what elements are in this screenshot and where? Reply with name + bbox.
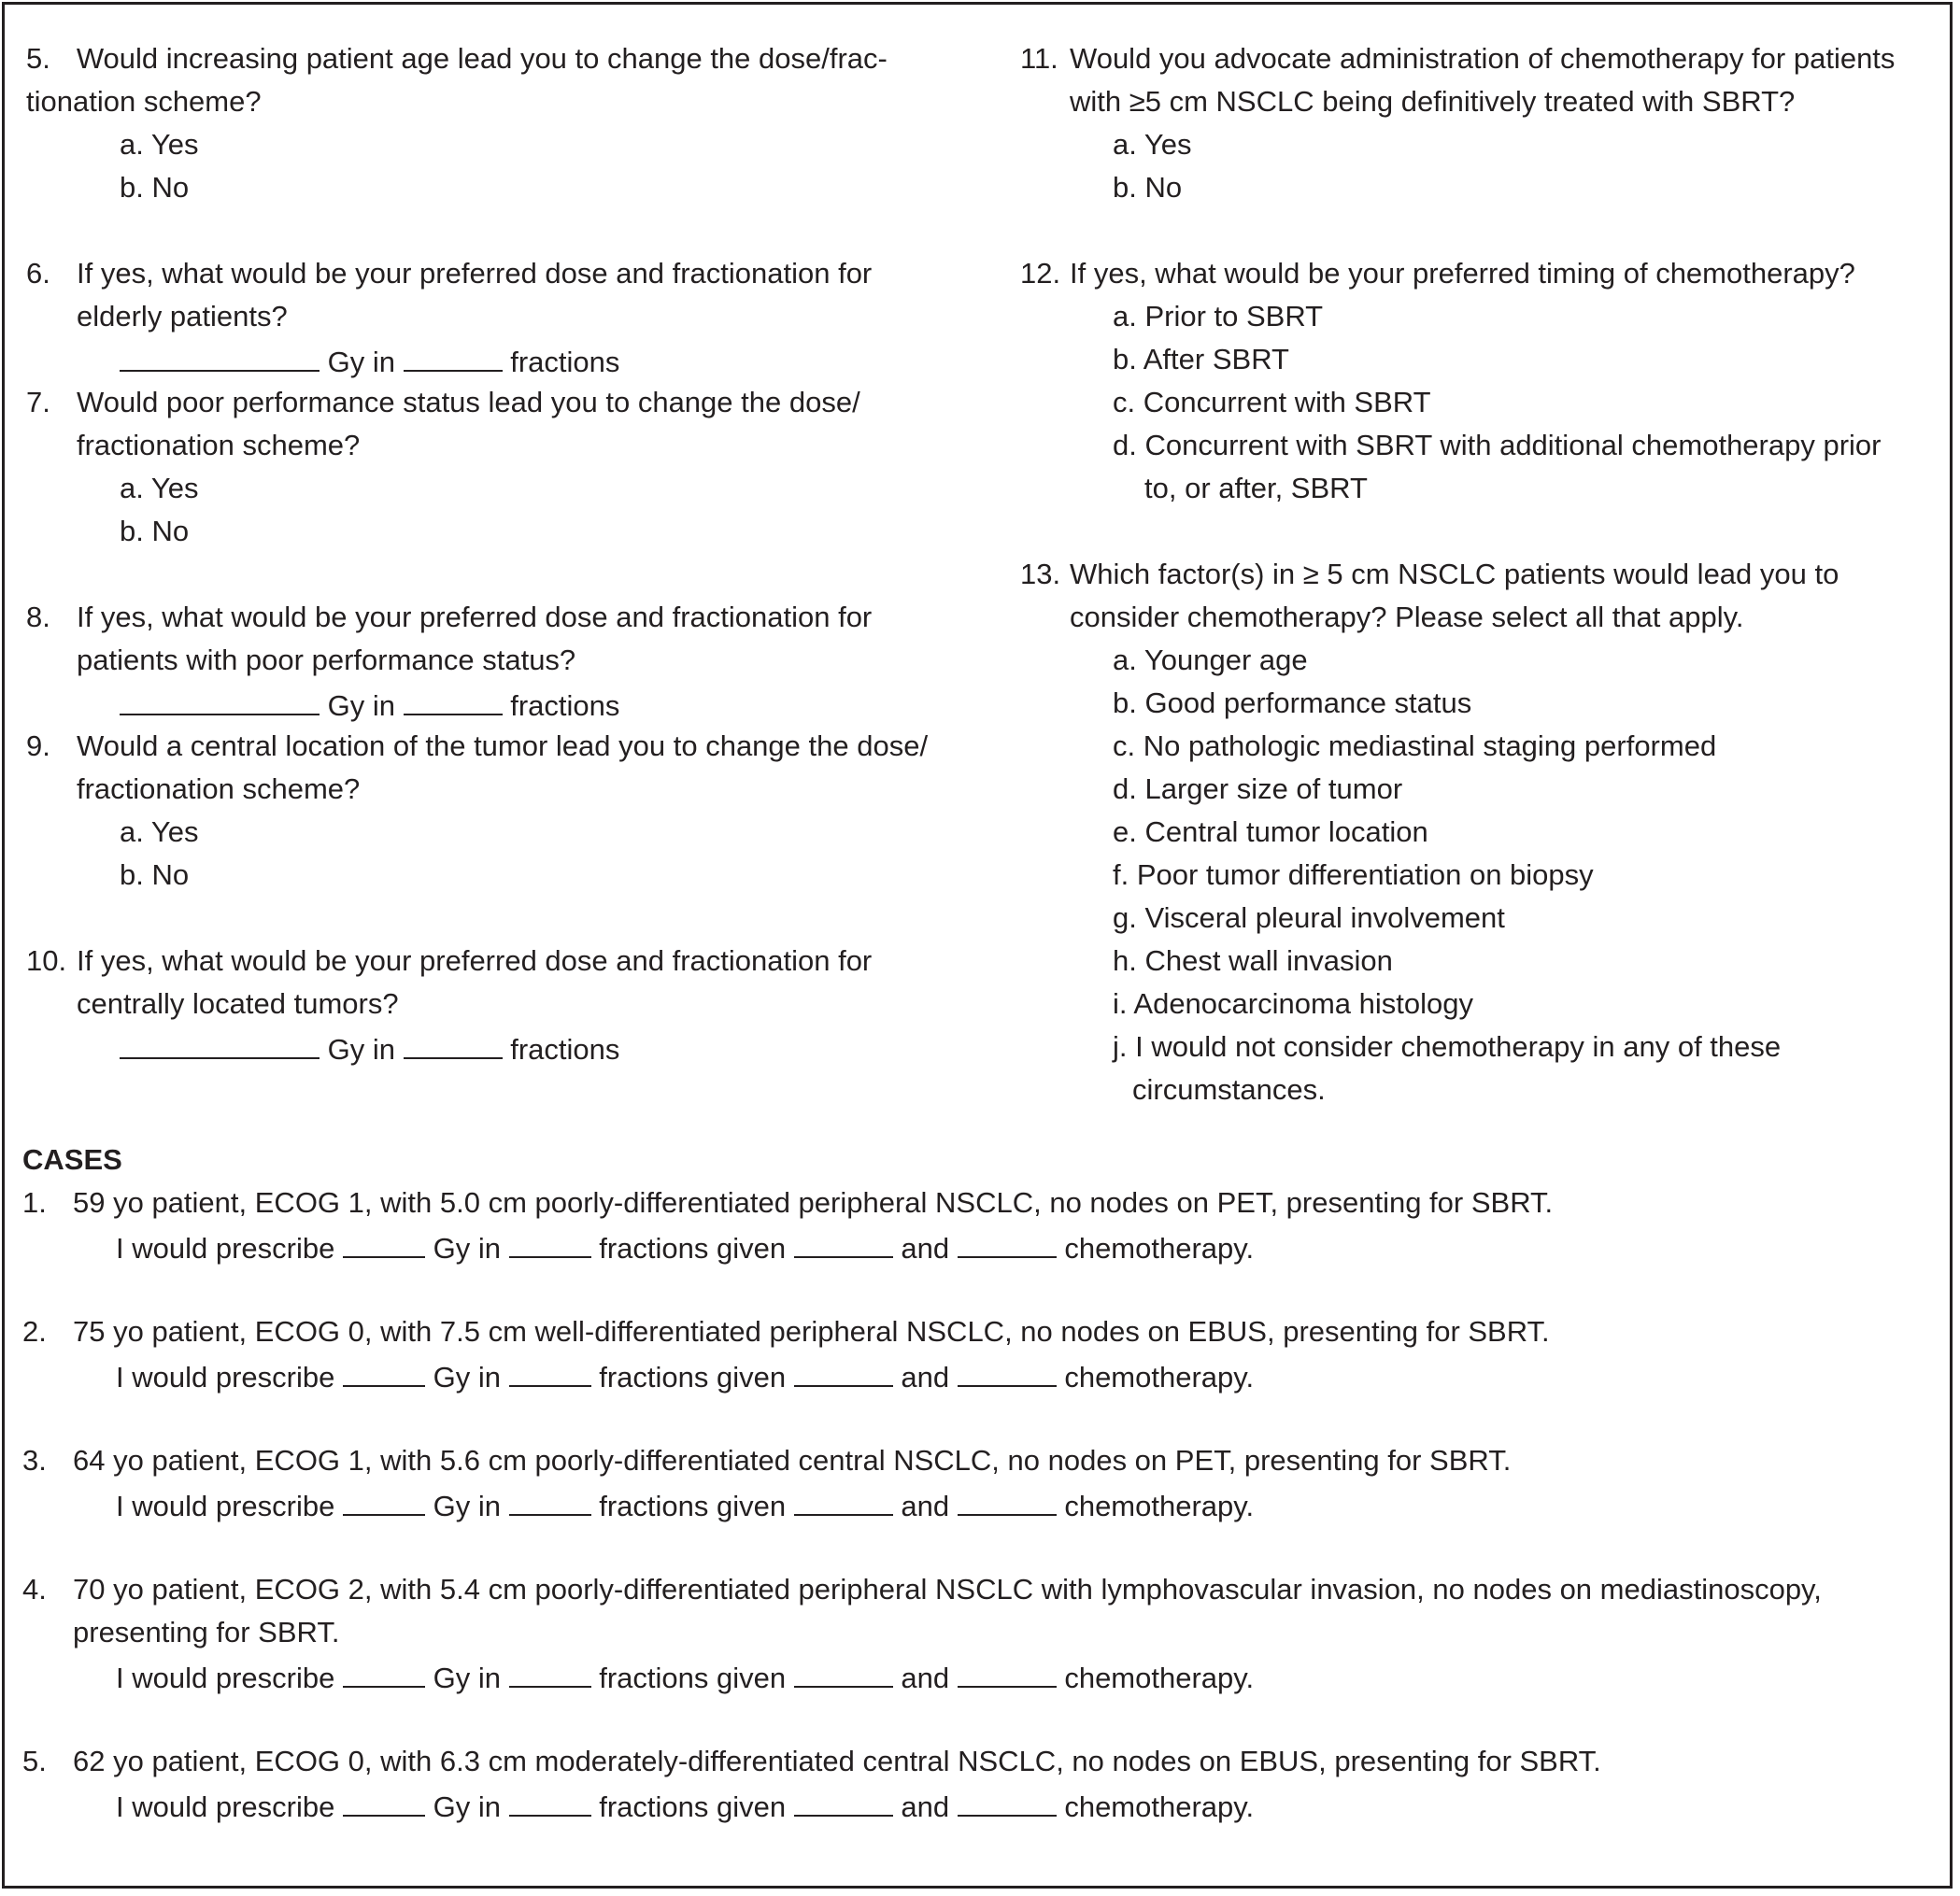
chemo-blank-1[interactable]	[794, 1353, 893, 1387]
question-11-number: 11.	[1020, 42, 1058, 75]
question-11-line1: Would you advocate administration of chemotherapy for patients	[1070, 42, 1896, 75]
factor-option[interactable]: d. Larger size of tumor	[1113, 772, 1403, 805]
case-5-text: 62 yo patient, ECOG 0, with 6.3 cm moderately-differentiated central NSCLC, no nodes on EBUS, presenting for SBRT.	[73, 1745, 1601, 1777]
prescribe-label: I would prescribe	[116, 1790, 335, 1823]
question-8-line2: patients with poor performance status?	[77, 644, 576, 676]
dose-blank[interactable]	[120, 338, 320, 372]
option-yes[interactable]: a. Yes	[120, 815, 199, 848]
prescription-row	[116, 1353, 1254, 1399]
gy-in-label: Gy in	[433, 1790, 501, 1823]
prescribe-label: I would prescribe	[116, 1662, 335, 1694]
chemo-blank-2[interactable]	[958, 1654, 1057, 1688]
question-12-line1: If yes, what would be your preferred timing of chemotherapy?	[1070, 257, 1855, 290]
option-after-sbrt[interactable]: b. After SBRT	[1113, 343, 1289, 375]
case-3-text: 64 yo patient, ECOG 1, with 5.6 cm poorly-differentiated central NSCLC, no nodes on PET, presenting for SBRT.	[73, 1444, 1512, 1477]
fractions-blank[interactable]	[509, 1654, 591, 1688]
gy-in-label: Gy in	[327, 689, 395, 722]
question-5-line2: tionation scheme?	[26, 85, 262, 118]
option-yes[interactable]: a. Yes	[120, 128, 199, 161]
and-label: and	[901, 1232, 950, 1265]
dose-blank[interactable]	[343, 1654, 425, 1688]
fractions-blank[interactable]	[404, 338, 503, 372]
case-1-number: 1.	[22, 1186, 47, 1219]
case-5-number: 5.	[22, 1745, 47, 1777]
prescribe-label: I would prescribe	[116, 1490, 335, 1522]
question-13-line1: Which factor(s) in ≥ 5 cm NSCLC patients would lead you to	[1070, 558, 1839, 590]
chemotherapy-label: chemotherapy.	[1064, 1361, 1255, 1394]
question-text: Would increasing patient age lead you to change the dose/frac-	[76, 42, 888, 75]
chemo-blank-1[interactable]	[794, 1783, 893, 1817]
question-6-line1: If yes, what would be your preferred dose and fractionation for	[77, 257, 873, 290]
fractions-given-label: fractions given	[599, 1361, 787, 1394]
option-no[interactable]: b. No	[1113, 171, 1183, 204]
fractions-label: fractions	[510, 1033, 620, 1066]
fractions-label: fractions	[510, 689, 620, 722]
fractions-label: fractions	[510, 346, 620, 378]
cases-heading: CASES	[22, 1143, 122, 1176]
question-number: 5.	[26, 42, 50, 75]
chemo-blank-1[interactable]	[794, 1224, 893, 1258]
question-9-line2: fractionation scheme?	[77, 772, 361, 805]
dose-blank[interactable]	[120, 1026, 320, 1059]
chemo-blank-2[interactable]	[958, 1482, 1057, 1516]
question-7-line1: Would poor performance status lead you to change the dose/	[77, 386, 860, 418]
prescribe-label: I would prescribe	[116, 1232, 335, 1265]
dose-blank[interactable]	[343, 1482, 425, 1516]
question-13-line2: consider chemotherapy? Please select all that apply.	[1070, 601, 1744, 633]
prescription-row	[116, 1224, 1254, 1270]
fractions-given-label: fractions given	[599, 1232, 787, 1265]
question-8-number: 8.	[26, 601, 50, 633]
question-13-number: 13.	[1020, 558, 1061, 590]
prescription-row	[116, 1783, 1254, 1829]
prescription-row	[116, 1482, 1254, 1528]
case-1-text: 59 yo patient, ECOG 1, with 5.0 cm poorly-differentiated peripheral NSCLC, no nodes on PET, presenting for SBRT.	[73, 1186, 1554, 1219]
question-7-line2: fractionation scheme?	[77, 429, 361, 461]
case-4-text: 70 yo patient, ECOG 2, with 5.4 cm poorly-differentiated peripheral NSCLC with lymphovascular invasion, no nodes on mediastinoscopy,	[73, 1573, 1822, 1606]
option-concurrent-additional-cont: to, or after, SBRT	[1144, 472, 1368, 504]
case-2-number: 2.	[22, 1315, 47, 1348]
option-no[interactable]: b. No	[120, 171, 190, 204]
and-label: and	[901, 1490, 950, 1522]
and-label: and	[901, 1361, 950, 1394]
gy-in-label: Gy in	[433, 1490, 501, 1522]
and-label: and	[901, 1790, 950, 1823]
dose-fraction-row	[120, 1026, 619, 1071]
fractions-given-label: fractions given	[599, 1490, 787, 1522]
gy-in-label: Gy in	[433, 1361, 501, 1394]
factor-option[interactable]: b. Good performance status	[1113, 686, 1472, 719]
chemo-blank-2[interactable]	[958, 1353, 1057, 1387]
factor-option-cont: circumstances.	[1132, 1073, 1326, 1106]
question-9-line1: Would a central location of the tumor lead you to change the dose/	[77, 729, 929, 762]
question-6-number: 6.	[26, 257, 50, 290]
dose-blank[interactable]	[343, 1783, 425, 1817]
fractions-given-label: fractions given	[599, 1790, 787, 1823]
chemotherapy-label: chemotherapy.	[1064, 1232, 1255, 1265]
question-11-line2: with ≥5 cm NSCLC being definitively treated with SBRT?	[1070, 85, 1796, 118]
dose-blank[interactable]	[120, 682, 320, 715]
dose-blank[interactable]	[343, 1353, 425, 1387]
question-10-line2: centrally located tumors?	[77, 987, 399, 1020]
fractions-blank[interactable]	[509, 1353, 591, 1387]
fractions-blank[interactable]	[404, 1026, 503, 1059]
question-10-line1: If yes, what would be your preferred dose and fractionation for	[77, 944, 873, 977]
factor-option[interactable]: a. Younger age	[1113, 644, 1308, 676]
question-12-number: 12.	[1020, 257, 1061, 290]
gy-in-label: Gy in	[433, 1662, 501, 1694]
dose-blank[interactable]	[343, 1224, 425, 1258]
fractions-blank[interactable]	[509, 1783, 591, 1817]
option-concurrent-additional[interactable]: d. Concurrent with SBRT with additional chemotherapy prior	[1113, 429, 1882, 461]
fractions-given-label: fractions given	[599, 1662, 787, 1694]
factor-option[interactable]: i. Adenocarcinoma histology	[1113, 987, 1474, 1020]
factor-option[interactable]: f. Poor tumor differentiation on biopsy	[1113, 858, 1594, 891]
factor-option[interactable]: j. I would not consider chemotherapy in any of these	[1113, 1030, 1782, 1063]
chemotherapy-label: chemotherapy.	[1064, 1662, 1255, 1694]
gy-in-label: Gy in	[327, 1033, 395, 1066]
prescription-row	[116, 1654, 1254, 1700]
prescribe-label: I would prescribe	[116, 1361, 335, 1394]
option-no[interactable]: b. No	[120, 515, 190, 547]
case-2-text: 75 yo patient, ECOG 0, with 7.5 cm well-differentiated peripheral NSCLC, no nodes on EBUS, presenting for SBRT.	[73, 1315, 1550, 1348]
fractions-blank[interactable]	[509, 1482, 591, 1516]
case-4-number: 4.	[22, 1573, 47, 1606]
option-yes[interactable]: a. Yes	[1113, 128, 1192, 161]
question-7-number: 7.	[26, 386, 50, 418]
factor-option[interactable]: g. Visceral pleural involvement	[1113, 901, 1505, 934]
question-9-number: 9.	[26, 729, 50, 762]
factor-option[interactable]: e. Central tumor location	[1113, 815, 1428, 848]
fractions-blank[interactable]	[404, 682, 503, 715]
question-10-number: 10.	[26, 944, 67, 977]
factor-option[interactable]: h. Chest wall invasion	[1113, 944, 1393, 977]
dose-fraction-row	[120, 338, 619, 384]
gy-in-label: Gy in	[433, 1232, 501, 1265]
chemo-blank-2[interactable]	[958, 1783, 1057, 1817]
chemo-blank-2[interactable]	[958, 1224, 1057, 1258]
chemotherapy-label: chemotherapy.	[1064, 1490, 1255, 1522]
and-label: and	[901, 1662, 950, 1694]
chemo-blank-1[interactable]	[794, 1482, 893, 1516]
option-no[interactable]: b. No	[120, 858, 190, 891]
question-6-line2: elderly patients?	[77, 300, 288, 333]
fractions-blank[interactable]	[509, 1224, 591, 1258]
question-5-line1	[26, 37, 888, 80]
gy-in-label: Gy in	[327, 346, 395, 378]
factor-option[interactable]: c. No pathologic mediastinal staging performed	[1113, 729, 1717, 762]
question-8-line1: If yes, what would be your preferred dose and fractionation for	[77, 601, 873, 633]
dose-fraction-row	[120, 682, 619, 728]
chemotherapy-label: chemotherapy.	[1064, 1790, 1255, 1823]
option-prior-to-sbrt[interactable]: a. Prior to SBRT	[1113, 300, 1324, 333]
case-4-text-cont: presenting for SBRT.	[73, 1616, 340, 1648]
option-yes[interactable]: a. Yes	[120, 472, 199, 504]
chemo-blank-1[interactable]	[794, 1654, 893, 1688]
case-3-number: 3.	[22, 1444, 47, 1477]
option-concurrent-sbrt[interactable]: c. Concurrent with SBRT	[1113, 386, 1431, 418]
